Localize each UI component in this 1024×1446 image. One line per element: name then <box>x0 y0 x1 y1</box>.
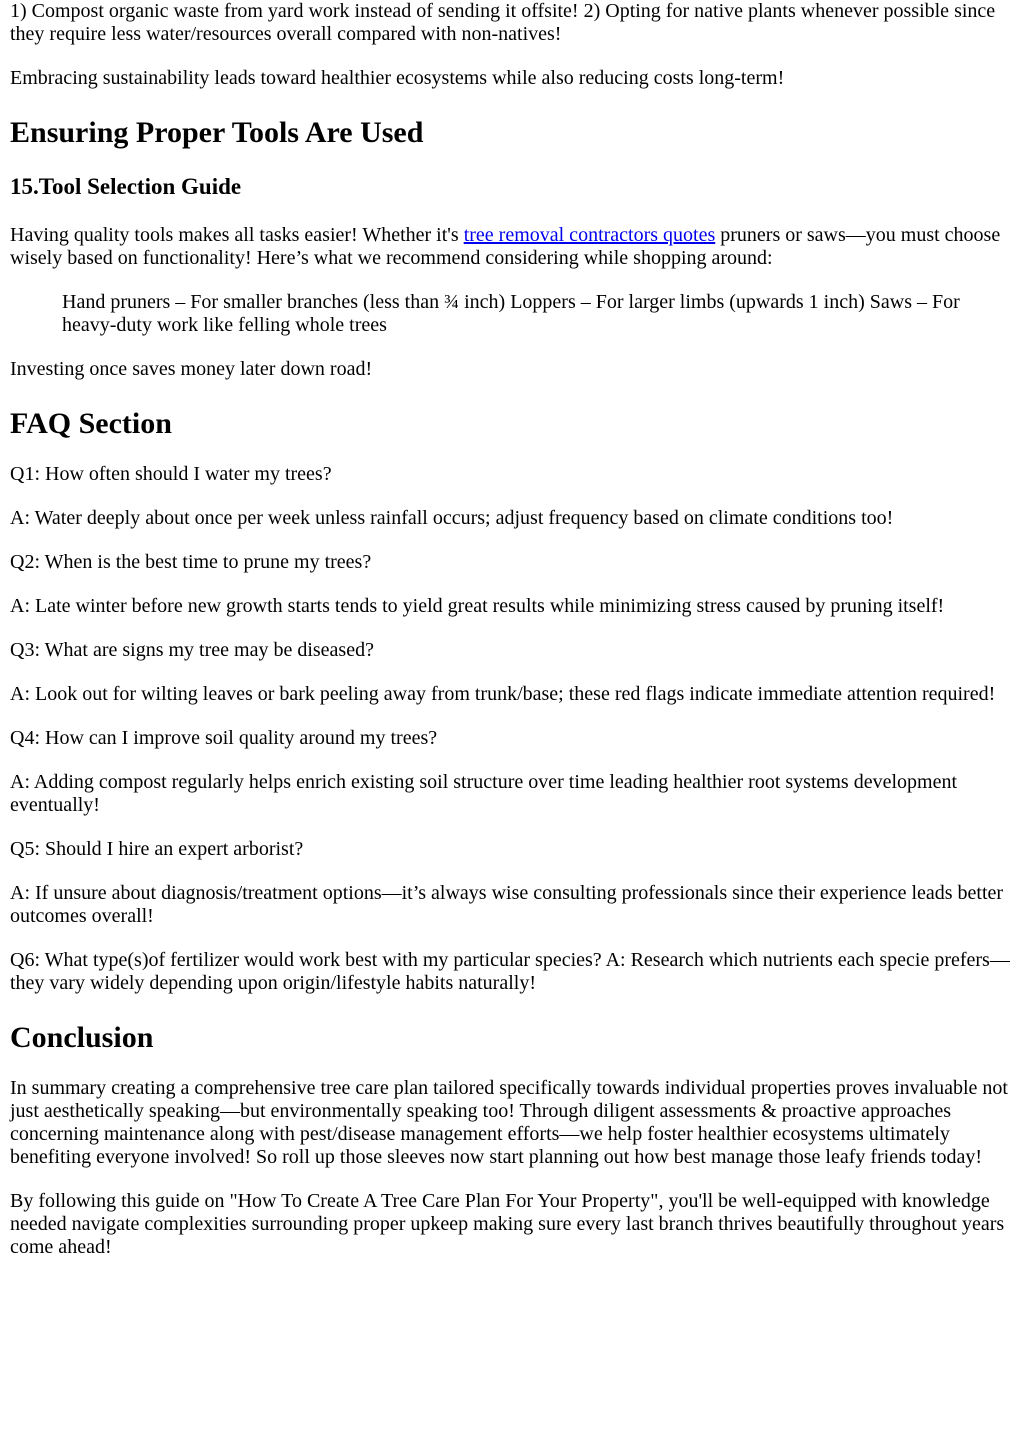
conclusion-paragraph-1: In summary creating a comprehensive tree care plan tailored specifically towards individual properties proves invaluable not just aesthetically speaking—but environmentally speaking too! Through diligent assessments & proactive approaches concerning maintenance along with pest/disease management efforts—we help foster healthier ecosystems ultimately benefiting everyone involved! So roll up those sleeves now start planning out how best manage those leafy friends today! <box>10 1077 1008 1168</box>
tool-selection-subheading: 15.Tool Selection Guide <box>10 174 242 199</box>
faq-a1: A: Water deeply about once per week unless rainfall occurs; adjust frequency based on climate conditions too! <box>10 507 894 529</box>
faq-q1: Q1: How often should I water my trees? <box>10 463 332 485</box>
faq-a2: A: Late winter before new growth starts tends to yield great results while minimizing stress caused by pruning itself! <box>10 595 945 617</box>
tools-intro-paragraph <box>10 224 1014 270</box>
tools-intro-text-before-link: Having quality tools makes all tasks easier! Whether it's <box>10 224 464 246</box>
intro-summary-paragraph: Embracing sustainability leads toward healthier ecosystems while also reducing costs long-term! <box>10 67 785 89</box>
faq-q2: Q2: When is the best time to prune my trees? <box>10 551 372 573</box>
faq-q6-a6: Q6: What type(s)of fertilizer would work best with my particular species? A: Research which nutrients each specie prefers—they vary widely depending upon origin/lifestyle habits naturally! <box>10 949 1010 994</box>
tools-heading: Ensuring Proper Tools Are Used <box>10 116 424 149</box>
tool-list-quote: Hand pruners – For smaller branches (less than ¾ inch) Loppers – For larger limbs (upwards 1 inch) Saws – For heavy-duty work like felling whole trees <box>62 291 960 336</box>
faq-q4: Q4: How can I improve soil quality around my trees? <box>10 727 438 749</box>
conclusion-paragraph-2: By following this guide on "How To Create A Tree Care Plan For Your Property", you'll be well-equipped with knowledge needed navigate complexities surrounding proper upkeep making sure every last branch thrives beautifully throughout years come ahead! <box>10 1190 1005 1258</box>
faq-a5: A: If unsure about diagnosis/treatment options—it’s always wise consulting professionals since their experience leads better outcomes overall! <box>10 882 1004 927</box>
faq-a3: A: Look out for wilting leaves or bark peeling away from trunk/base; these red flags indicate immediate attention required! <box>10 683 996 705</box>
faq-a4: A: Adding compost regularly helps enrich existing soil structure over time leading healthier root systems development eventually! <box>10 771 958 816</box>
faq-q3: Q3: What are signs my tree may be diseased? <box>10 639 374 661</box>
tools-closing-paragraph: Investing once saves money later down road! <box>10 358 373 380</box>
faq-heading: FAQ Section <box>10 407 172 440</box>
tools-intro-text-after-link: pruners or saws—you must choose wisely based on functionality! Here’s what we recommend considering while shopping around: <box>10 224 1001 269</box>
conclusion-heading: Conclusion <box>10 1021 154 1054</box>
tree-removal-quotes-link[interactable]: tree removal contractors quotes <box>463 224 716 246</box>
faq-q5: Q5: Should I hire an expert arborist? <box>10 838 304 860</box>
intro-tips-paragraph: 1) Compost organic waste from yard work instead of sending it offsite! 2) Opting for native plants whenever possible since they require less water/resources overall compared with non-natives! <box>10 0 996 45</box>
